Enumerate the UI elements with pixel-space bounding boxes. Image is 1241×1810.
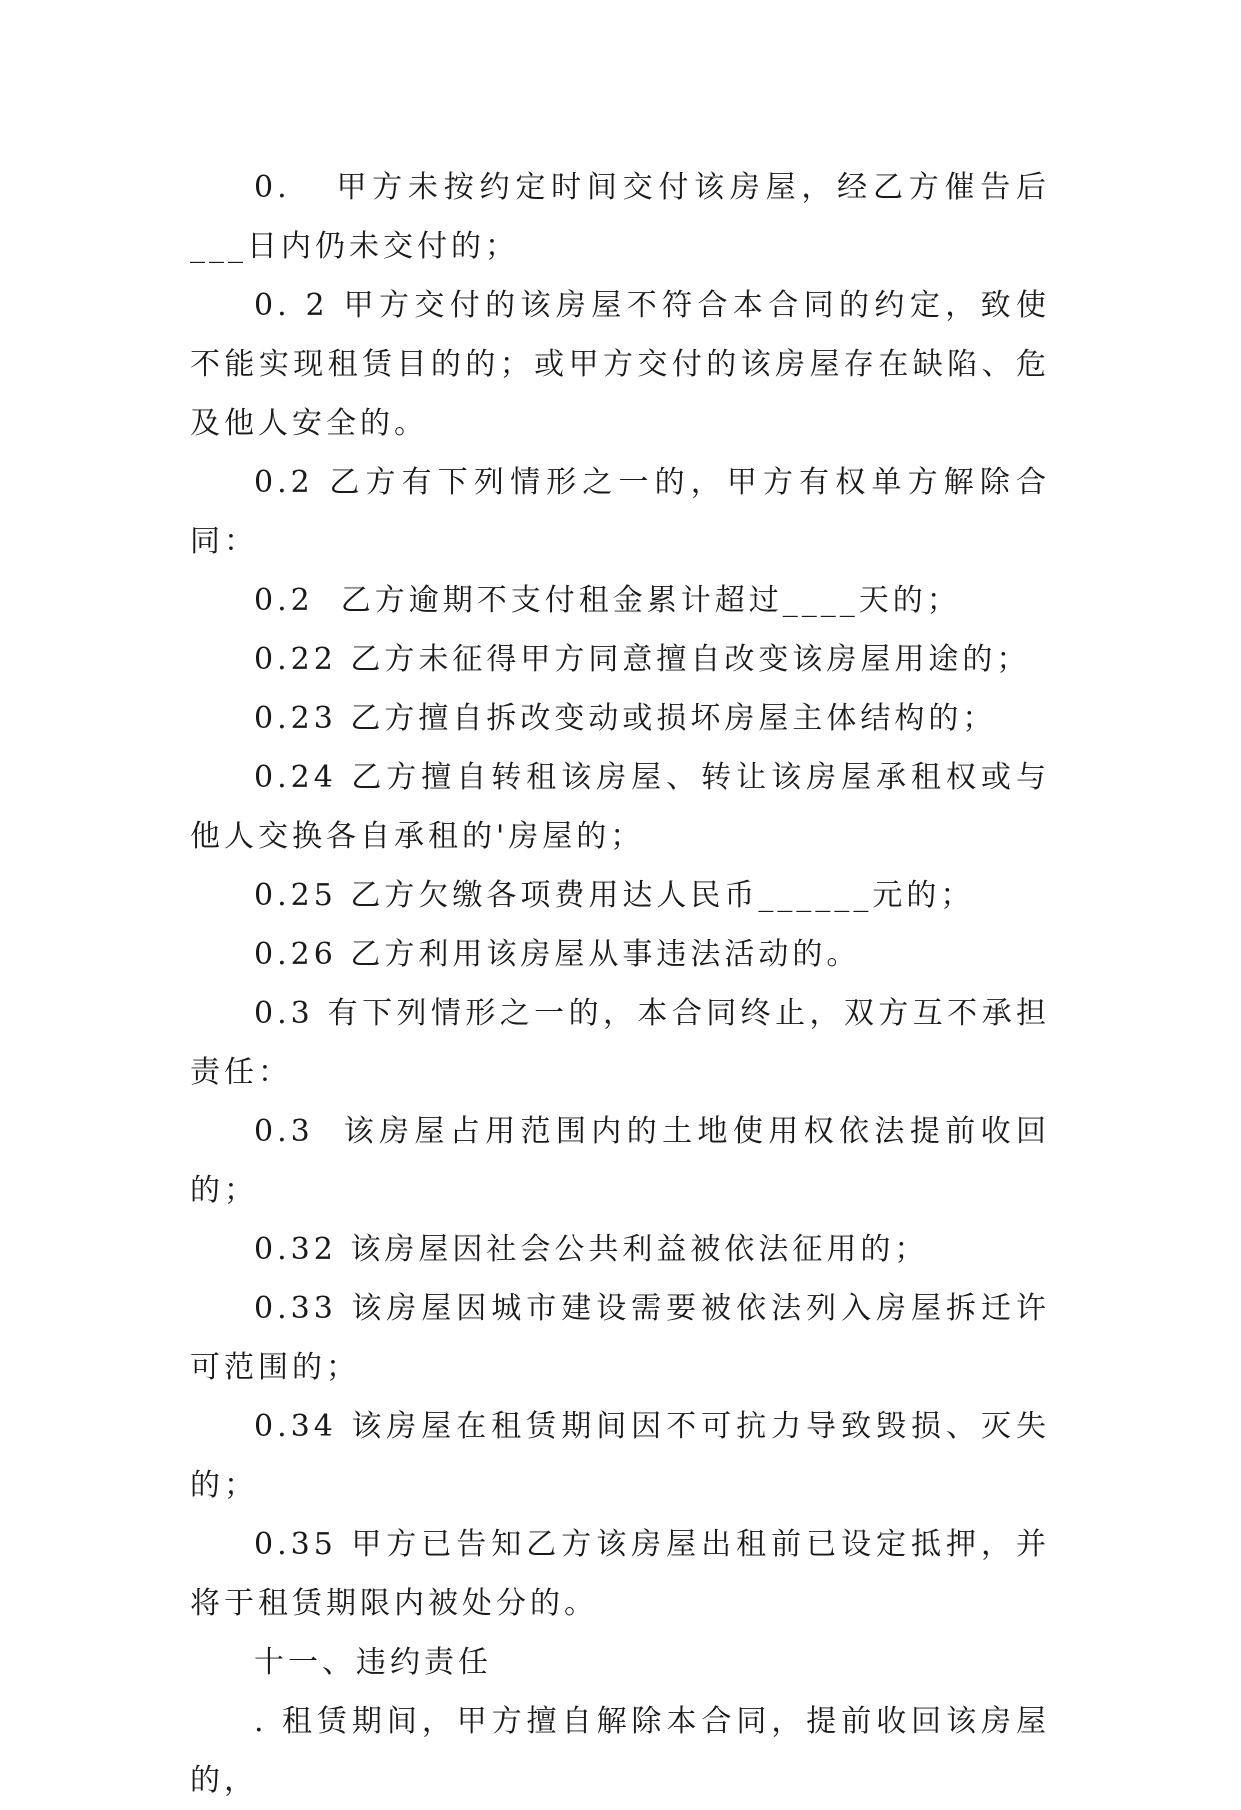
paragraph-contract-termination: 0.3 有下列情形之一的，本合同终止，双方互不承担责任： — [190, 996, 1050, 1090]
paragraph-clause-nonconforming-house: 0. 2 甲方交付的该房屋不符合本合同的约定，致使不能实现租赁目的的；或甲方交付的该房屋存在缺陷、危及他人安全的。 — [190, 288, 1050, 441]
paragraph-structural-damage: 0.23 乙方擅自拆改变动或损坏房屋主体结构的； — [254, 701, 997, 736]
paragraph-early-termination: . 租赁期间，甲方擅自解除本合同，提前收回该房屋的， — [190, 1704, 1050, 1798]
paragraph-force-majeure: 0.34 该房屋在租赁期间因不可抗力导致毁损、灭失的； — [190, 1409, 1050, 1503]
paragraph-change-use: 0.22 乙方未征得甲方同意擅自改变该房屋用途的； — [254, 642, 1031, 677]
paragraph-landlord-termination-right: 0.2 乙方有下列情形之一的，甲方有权单方解除合同： — [190, 465, 1050, 559]
paragraph-land-recovered: 0.3 该房屋占用范围内的土地使用权依法提前收回的； — [190, 1114, 1050, 1208]
section-heading-breach-liability: 十一、违约责任 — [254, 1645, 492, 1680]
paragraph-mortgage: 0.35 甲方已告知乙方该房屋出租前已设定抵押，并将于租赁期限内被处分的。 — [190, 1527, 1050, 1621]
paragraph-illegal-activity: 0.26 乙方利用该房屋从事违法活动的。 — [254, 937, 861, 972]
paragraph-demolition: 0.33 该房屋因城市建设需要被依法列入房屋拆迁许可范围的； — [190, 1291, 1050, 1385]
paragraph-sublease: 0.24 乙方擅自转租该房屋、转让该房屋承租权或与他人交换各自承租的'房屋的； — [190, 760, 1050, 854]
paragraph-rent-overdue: 0.2 乙方逾期不支付租金累计超过____天的； — [254, 583, 961, 618]
paragraph-expropriation: 0.32 该房屋因社会公共利益被依法征用的； — [254, 1232, 929, 1267]
paragraph-fees-arrears: 0.25 乙方欠缴各项费用达人民币______元的； — [254, 878, 975, 913]
paragraph-clause-delivery-delay: 0. 甲方未按约定时间交付该房屋，经乙方催告后___日内仍未交付的； — [190, 170, 1050, 264]
document-body — [190, 158, 1050, 1810]
